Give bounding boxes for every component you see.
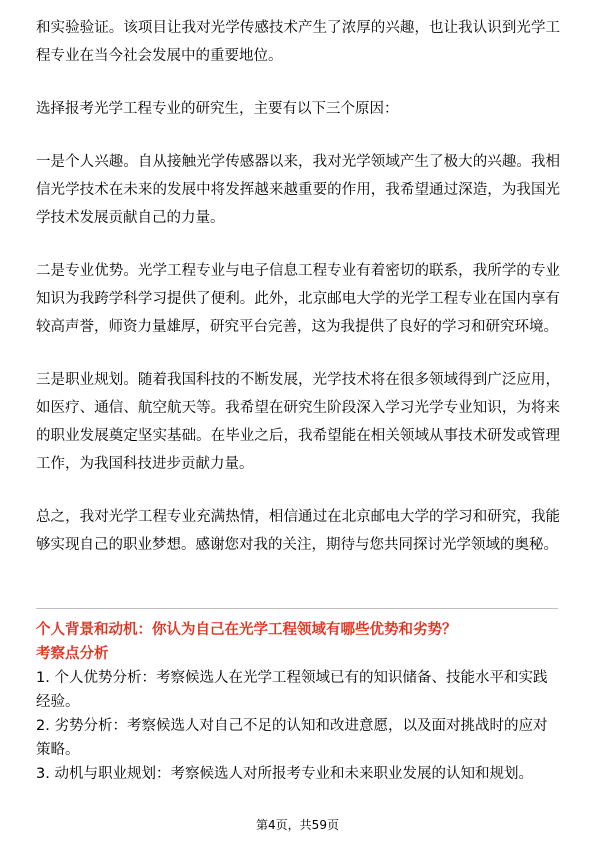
analysis-heading: 考察点分析: [36, 646, 109, 662]
paragraph-reason-career: 三是职业规划。随着我国科技的不断发展，光学技术将在很多领域得到广泛应用，如医疗、通信、航空航天等。我希望在研究生阶段深入学习光学专业知识，为将来的职业发展奠定坚实基础。在毕业之后，我希望能在相关领域从事技术研发或管理工作，为我国科技进步贡献力量。: [36, 372, 560, 472]
analysis-item: 3. 动机与职业规划：考察候选人对所报考专业和未来职业发展的认知和规划。: [36, 766, 533, 782]
paragraph-reasons-intro: 选择报考光学工程专业的研究生，主要有以下三个原因：: [36, 101, 399, 117]
question-title: 个人背景和动机：你认为自己在光学工程领域有哪些优势和劣势？: [36, 622, 457, 638]
paragraph-reason-interest: 一是个人兴趣。自从接触光学传感器以来，我对光学领域产生了极大的兴趣。我相信光学技术在未来的发展中将发挥越来越重要的作用，我希望通过深造，为我国光学技术发展贡献自己的力量。: [36, 154, 560, 226]
paragraph-reason-advantage: 二是专业优势。光学工程专业与电子信息工程专业有着密切的联系，我所学的专业知识为我跨学科学习提供了便利。此外，北京邮电大学的光学工程专业在国内享有较高声誉，师资力量雄厚，研究平台完善，这为我提供了良好的学习和研究环境。: [36, 263, 560, 335]
paragraph-conclusion: 总之，我对光学工程专业充满热情，相信通过在北京邮电大学的学习和研究，我能够实现自己的职业梦想。感谢您对我的关注，期待与您共同探讨光学领域的奥秘。: [36, 509, 560, 553]
paragraph-project-summary: 和实验验证。该项目让我对光学传感技术产生了浓厚的兴趣，也让我认识到光学工程专业在当今社会发展中的重要地位。: [36, 20, 560, 64]
question-section: [36, 618, 560, 786]
analysis-item: 1. 个人优势分析：考察候选人在光学工程领域已有的知识储备、技能水平和实践经验。: [36, 670, 548, 710]
page-number: 第4页，共59页: [256, 818, 339, 832]
analysis-item: 2. 劣势分析：考察候选人对自己不足的认知和改进意愿，以及面对挑战时的应对策略。: [36, 718, 548, 758]
answer-body: [36, 14, 560, 559]
section-divider: [36, 608, 558, 609]
